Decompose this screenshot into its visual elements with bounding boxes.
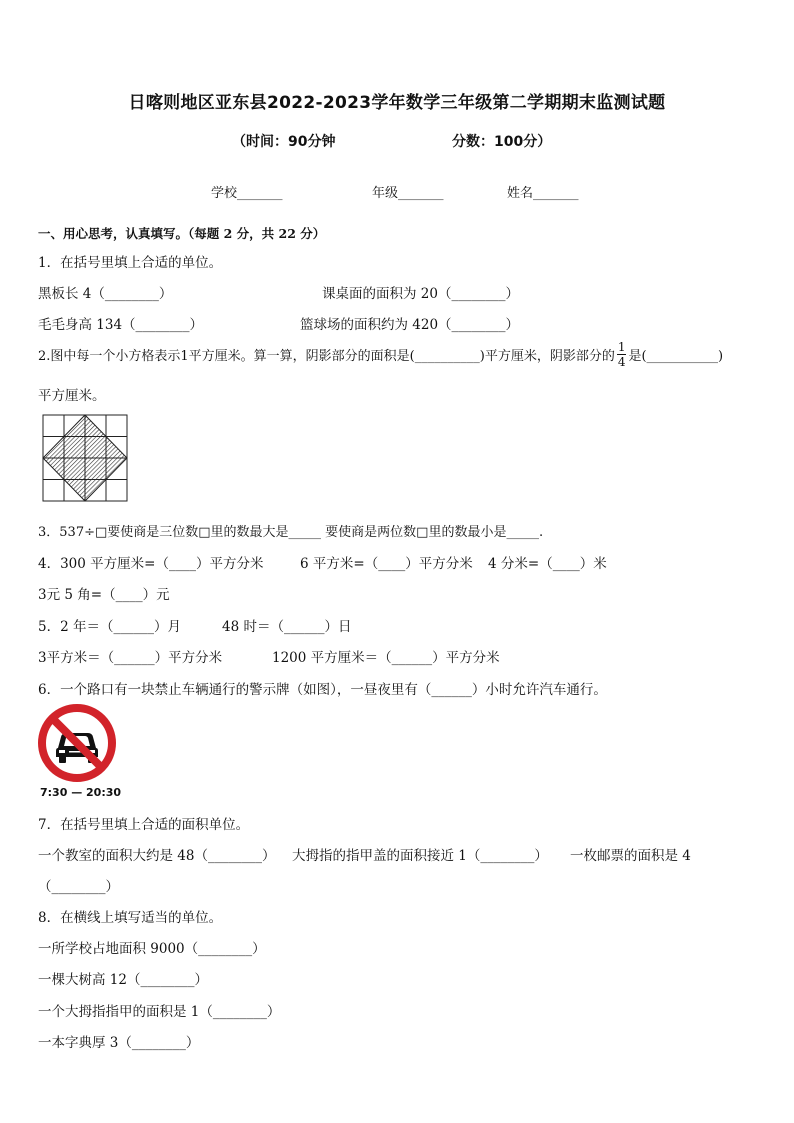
q5-item-a[interactable]: 5．2 年＝（______）月: [38, 619, 181, 635]
q2-text3: 平方厘米。: [38, 388, 106, 404]
grid-lines: [43, 415, 127, 501]
page-title: 日喀则地区亚东县2022-2023学年数学三年级第二学期期末监测试题: [128, 93, 666, 113]
q1-item-b[interactable]: 课桌面的面积为 20（________）: [322, 286, 519, 302]
q8-item-a[interactable]: 一所学校占地面积 9000（________）: [38, 941, 266, 957]
section-heading: 一、用心思考，认真填写。（每题 2 分，共 22 分）: [38, 226, 326, 241]
q8-item-b[interactable]: 一棵大树高 12（________）: [38, 972, 208, 988]
q2-text2[interactable]: 是(___________): [628, 349, 724, 364]
fraction-numerator: 1: [617, 340, 626, 354]
q4-item-c[interactable]: 4 分米=（____）米: [488, 556, 607, 572]
name-field[interactable]: 姓名_______: [507, 186, 579, 201]
q5-item-b[interactable]: 48 时＝（______）日: [222, 619, 352, 635]
q4-item-d[interactable]: 3元 5 角=（____）元: [38, 587, 170, 603]
shaded-diamond-grid-figure: [42, 414, 128, 502]
q3-text[interactable]: 3．537÷□要使商是三位数□里的数最大是_____ 要使商是两位数□里的数最小是_____.: [38, 525, 544, 540]
q8-item-c[interactable]: 一个大拇指指甲的面积是 1（________）: [38, 1004, 281, 1020]
q6-text[interactable]: 6．一个路口有一块禁止车辆通行的警示牌（如图），一昼夜里有（______）小时允许汽车通行。: [38, 682, 607, 698]
q8-item-d[interactable]: 一本字典厚 3（________）: [38, 1035, 200, 1051]
q1-item-d[interactable]: 篮球场的面积约为 420（________）: [300, 317, 520, 333]
q1-item-c[interactable]: 毛毛身高 134（________）: [38, 317, 204, 333]
exam-score: 分数：100分）: [452, 134, 552, 150]
q7-stem: 7．在括号里填上合适的面积单位。: [38, 817, 250, 833]
q2-line: [38, 340, 723, 369]
q4-item-b[interactable]: 6 平方米=（____）平方分米: [300, 556, 473, 572]
sign-time-caption: 7:30 — 20:30: [40, 786, 122, 799]
fraction-one-quarter: [617, 340, 627, 369]
q1-item-a[interactable]: 黑板长 4（________）: [38, 286, 173, 302]
q5-item-d[interactable]: 1200 平方厘米＝（______）平方分米: [272, 650, 500, 666]
no-cars-sign-icon: [36, 702, 118, 784]
q2-text1[interactable]: 2.图中每一个小方格表示1平方厘米。算一算，阴影部分的面积是(__________)平方厘米，阴影部分的: [38, 349, 615, 364]
q5-item-c[interactable]: 3平方米＝（______）平方分米: [38, 650, 223, 666]
q1-stem: 1．在括号里填上合适的单位。: [38, 255, 223, 271]
q4-item-a[interactable]: 4．300 平方厘米=（____）平方分米: [38, 556, 264, 572]
grade-field[interactable]: 年级_______: [372, 186, 444, 201]
q7-item-c-blank[interactable]: （________）: [38, 879, 119, 895]
q7-item-b[interactable]: 大拇指的指甲盖的面积接近 1（________）: [292, 848, 548, 864]
q8-stem: 8．在横线上填写适当的单位。: [38, 910, 223, 926]
exam-time: （时间：90分钟: [232, 134, 336, 150]
fraction-denominator: 4: [617, 355, 626, 369]
q7-item-a[interactable]: 一个教室的面积大约是 48（________）: [38, 848, 276, 864]
school-field[interactable]: 学校_______: [211, 186, 283, 201]
q7-item-c[interactable]: 一枚邮票的面积是 4: [570, 848, 691, 864]
